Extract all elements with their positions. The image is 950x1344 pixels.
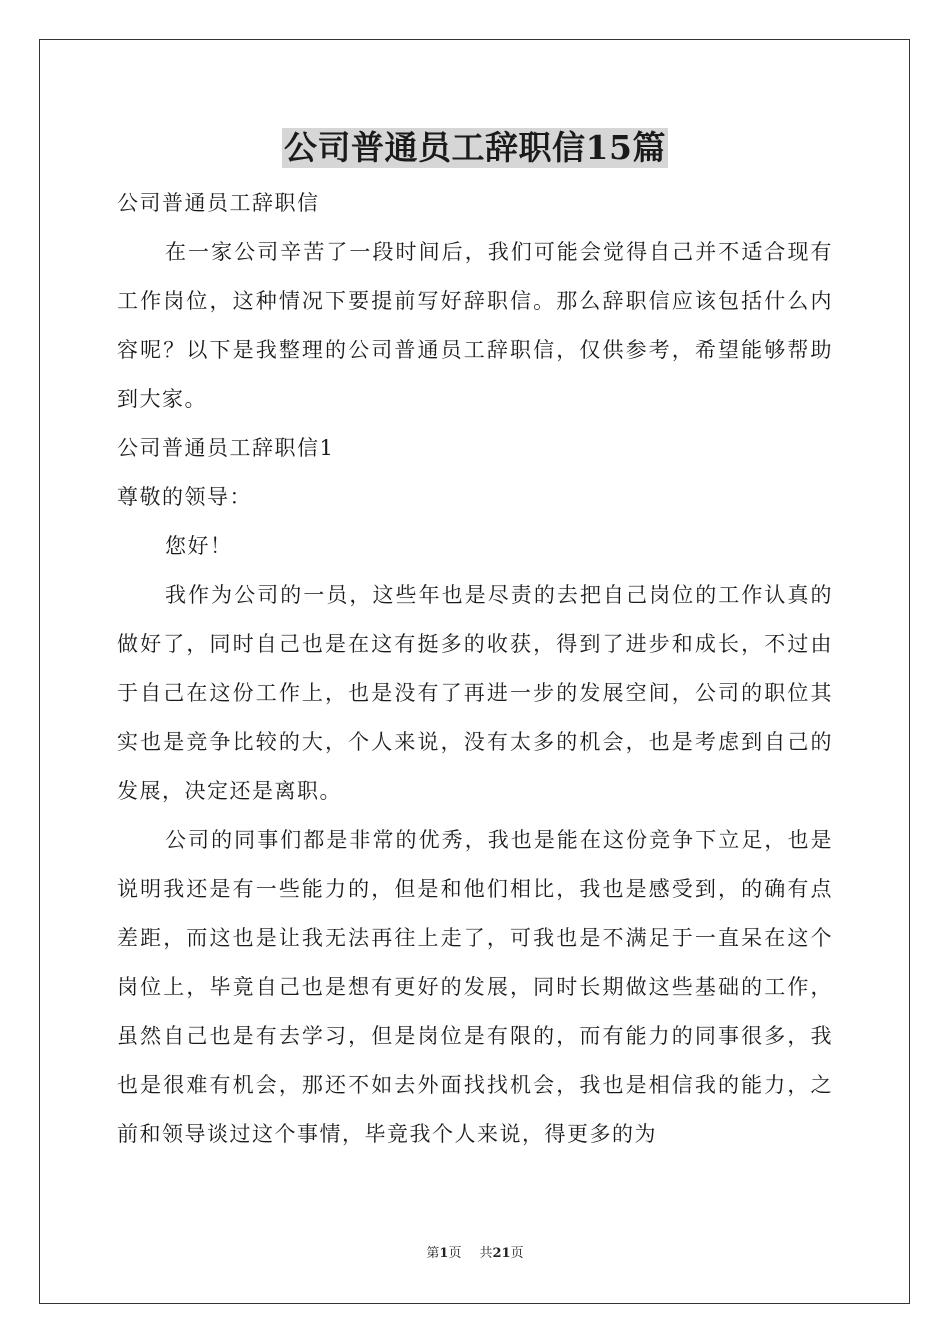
page-prefix: 第	[426, 1246, 440, 1261]
paragraph-salutation: 尊敬的领导：	[117, 485, 252, 509]
paragraph-greeting: 您好！	[165, 534, 233, 558]
document-body	[117, 179, 833, 1159]
document-title: 公司普通员工辞职信15篇	[284, 128, 666, 167]
page-suffix: 页	[448, 1246, 462, 1261]
paragraph-body-1: 我作为公司的一员，这些年也是尽责的去把自己岗位的工作认真的做好了，同时自己也是在这有挺多的收获，得到了进步和成长，不过由于自己在这份工作上，也是没有了再进一步的发展空间，公司的职位其实也是竞争比较的大，个人来说，没有太多的机会，也是考虑到自己的发展，决定还是离职。	[117, 583, 833, 803]
page-number: 1	[439, 1246, 449, 1261]
paragraph-section-heading: 公司普通员工辞职信1	[117, 436, 335, 460]
total-pages: 21	[492, 1246, 511, 1261]
page-footer	[0, 1245, 950, 1263]
paragraph-subtitle: 公司普通员工辞职信	[117, 191, 320, 215]
paragraph-body-2: 公司的同事们都是非常的优秀，我也是能在这份竞争下立足，也是说明我还是有一些能力的，但是和他们相比，我也是感受到，的确有点差距，而这也是让我无法再往上走了，可我也是不满足于一直呆在这个岗位上，毕竟自己也是想有更好的发展，同时长期做这些基础的工作，虽然自己也是有去学习，但是岗位是有限的，而有能力的同事很多，我也是很难有机会，那还不如去外面找找机会，我也是相信我的能力，之前和领导谈过这个事情，毕竟我个人来说，得更多的为	[117, 828, 833, 1146]
total-suffix: 页	[510, 1246, 524, 1261]
total-prefix: 共	[479, 1246, 493, 1261]
title-container	[0, 128, 950, 168]
paragraph-intro: 在一家公司辛苦了一段时间后，我们可能会觉得自己并不适合现有工作岗位，这种情况下要提前写好辞职信。那么辞职信应该包括什么内容呢？以下是我整理的公司普通员工辞职信，仅供参考，希望能够帮助到大家。	[117, 240, 833, 411]
